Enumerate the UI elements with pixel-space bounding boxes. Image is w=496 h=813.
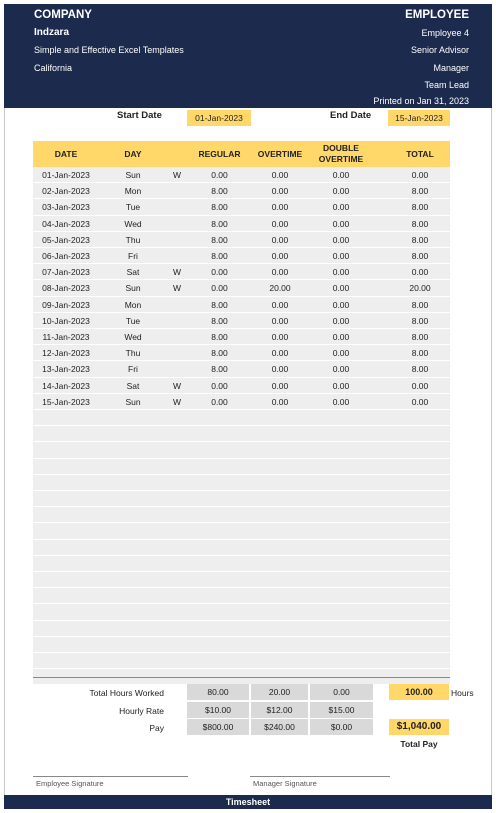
cell-overtime: 20.00: [269, 283, 291, 294]
cell-date: 06-Jan-2023: [42, 251, 90, 261]
employee-heading: EMPLOYEE: [405, 9, 469, 21]
table-row-empty: [33, 491, 450, 507]
cell-total: 8.00: [411, 299, 429, 310]
cell-overtime: 0.00: [271, 186, 289, 197]
table-row: [33, 216, 450, 232]
summary-divider: [33, 677, 450, 678]
col-day-header: DAY: [124, 148, 142, 159]
table-row-empty: [33, 442, 450, 458]
cell-date: 03-Jan-2023: [42, 202, 90, 213]
cell-date: 12-Jan-2023: [42, 348, 90, 359]
cell-total: 8.00: [411, 348, 429, 359]
footer-title: Timesheet: [4, 795, 492, 809]
table-row-empty: [33, 604, 450, 620]
table-row-empty: [33, 523, 450, 539]
cell-day: Tue: [125, 315, 141, 326]
cell-regular: 8.00: [211, 348, 228, 359]
company-tagline: Simple and Effective Excel Templates: [34, 45, 184, 55]
total-double-cell: 0.00: [310, 684, 373, 700]
rate-double-cell[interactable]: $15.00: [310, 702, 373, 718]
cell-double: 0.00: [332, 202, 350, 213]
cell-regular: 8.00: [211, 186, 228, 197]
cell-total: 0.00: [411, 380, 429, 391]
cell-total: 0.00: [411, 267, 429, 278]
table-row: [33, 329, 450, 345]
total-pay-label: Total Pay: [400, 739, 438, 749]
cell-overtime: 0.00: [271, 170, 289, 180]
table-row-empty: [33, 475, 450, 491]
total-regular-cell: 80.00: [187, 684, 249, 700]
manager-signature-line: [250, 776, 390, 777]
table-row-empty: [33, 588, 450, 604]
cell-flag: W: [172, 170, 182, 180]
cell-day: Sun: [125, 283, 141, 294]
cell-day: Mon: [124, 186, 142, 197]
table-row: [33, 280, 450, 296]
hours-unit-label: Hours: [451, 688, 474, 698]
cell-day: Wed: [124, 218, 142, 229]
cell-date: 13-Jan-2023: [42, 364, 90, 375]
table-row-empty: [33, 637, 450, 653]
cell-double: 0.00: [332, 267, 350, 278]
manager-signature-label: Manager Signature: [253, 779, 317, 788]
employee-signature-line: [33, 776, 188, 777]
pay-double-cell: $0.00: [310, 719, 373, 735]
table-row: [33, 378, 450, 394]
cell-regular: 0.00: [211, 267, 228, 278]
hourly-rate-label: Hourly Rate: [119, 706, 164, 716]
cell-day: Tue: [125, 202, 141, 213]
cell-regular: 8.00: [211, 299, 228, 310]
cell-total: 0.00: [411, 170, 429, 180]
cell-overtime: 0.00: [271, 348, 289, 359]
cell-regular: 8.00: [211, 364, 228, 375]
cell-date: 09-Jan-2023: [42, 299, 90, 310]
cell-double: 0.00: [332, 348, 350, 359]
cell-double: 0.00: [332, 186, 350, 197]
cell-regular: 8.00: [211, 234, 228, 245]
cell-day: Fri: [128, 251, 138, 261]
cell-double: 0.00: [332, 299, 350, 310]
cell-total: 20.00: [409, 283, 431, 294]
cell-overtime: 0.00: [271, 299, 289, 310]
table-header: [33, 141, 450, 167]
table-row: [33, 313, 450, 329]
col-overtime-header: OVERTIME: [257, 148, 303, 159]
cell-day: Sat: [126, 380, 140, 391]
total-hours-label: Total Hours Worked: [89, 688, 164, 698]
cell-flag: W: [172, 396, 182, 407]
cell-day: Sun: [125, 170, 141, 180]
company-location: California: [34, 63, 73, 73]
cell-double: 0.00: [332, 364, 350, 375]
pay-overtime-cell: $240.00: [251, 719, 308, 735]
cell-regular: 8.00: [211, 218, 228, 229]
cell-day: Fri: [128, 364, 138, 375]
cell-regular: 0.00: [211, 380, 228, 391]
col-regular-header: REGULAR: [198, 148, 241, 159]
double-overtime-line1: DOUBLE: [323, 143, 359, 153]
cell-date: 15-Jan-2023: [42, 396, 90, 407]
cell-date: 14-Jan-2023: [42, 380, 90, 391]
start-date-value[interactable]: 01-Jan-2023: [187, 110, 251, 126]
cell-regular: 0.00: [211, 170, 228, 180]
rate-overtime-cell[interactable]: $12.00: [251, 702, 308, 718]
cell-overtime: 0.00: [271, 234, 289, 245]
cell-flag: W: [172, 283, 182, 294]
cell-regular: 8.00: [211, 251, 228, 261]
total-hours-cell: 100.00: [389, 684, 449, 700]
table-row: [33, 394, 450, 410]
employee-name: Employee 4: [421, 28, 469, 38]
end-date-label: End Date: [330, 110, 372, 121]
table-row-empty: [33, 507, 450, 523]
cell-date: 02-Jan-2023: [42, 186, 90, 197]
table-row: [33, 183, 450, 199]
company-name: Indzara: [34, 27, 70, 38]
cell-regular: 8.00: [211, 202, 228, 213]
cell-total: 8.00: [411, 218, 429, 229]
cell-double: 0.00: [332, 380, 350, 391]
double-overtime-line2: OVERTIME: [318, 154, 364, 164]
total-pay-cell: $1,040.00: [389, 719, 449, 735]
table-row-empty: [33, 556, 450, 572]
cell-overtime: 0.00: [271, 218, 289, 229]
table-row: [33, 264, 450, 280]
cell-double: 0.00: [332, 251, 350, 261]
cell-total: 8.00: [411, 315, 429, 326]
cell-date: 05-Jan-2023: [42, 234, 90, 245]
cell-flag: W: [172, 380, 182, 391]
end-date-value[interactable]: 15-Jan-2023: [388, 110, 450, 126]
start-date-label: Start Date: [117, 110, 162, 121]
cell-date: 10-Jan-2023: [42, 315, 90, 326]
table-row: [33, 167, 450, 183]
col-double-overtime-header: [311, 141, 371, 167]
cell-day: Sun: [125, 396, 141, 407]
cell-double: 0.00: [332, 170, 350, 180]
table-row-empty: [33, 410, 450, 426]
employee-team-lead: Team Lead: [424, 80, 469, 90]
cell-double: 0.00: [332, 283, 350, 294]
cell-day: Sat: [126, 267, 140, 278]
cell-overtime: 0.00: [271, 380, 289, 391]
cell-double: 0.00: [332, 218, 350, 229]
cell-overtime: 0.00: [271, 396, 289, 407]
table-row: [33, 248, 450, 264]
cell-double: 0.00: [332, 332, 350, 342]
table-row-empty: [33, 459, 450, 475]
cell-total: 8.00: [411, 186, 429, 197]
cell-regular: 0.00: [211, 283, 228, 294]
cell-overtime: 0.00: [271, 364, 289, 375]
employee-manager: Manager: [433, 63, 469, 73]
cell-regular: 0.00: [211, 396, 228, 407]
cell-regular: 8.00: [211, 332, 228, 342]
table-row: [33, 297, 450, 313]
cell-day: Thu: [125, 234, 141, 245]
rate-regular-cell[interactable]: $10.00: [187, 702, 249, 718]
cell-day: Wed: [124, 332, 142, 342]
table-row-empty: [33, 572, 450, 588]
table-row: [33, 199, 450, 215]
cell-date: 04-Jan-2023: [42, 218, 90, 229]
cell-total: 0.00: [411, 396, 429, 407]
cell-total: 8.00: [411, 364, 429, 375]
table-row: [33, 232, 450, 248]
col-date-header: DATE: [54, 148, 78, 159]
printed-date: Printed on Jan 31, 2023: [373, 96, 469, 106]
cell-double: 0.00: [332, 396, 350, 407]
table-row-empty: [33, 426, 450, 442]
cell-double: 0.00: [332, 315, 350, 326]
pay-label: Pay: [149, 723, 164, 733]
cell-date: 07-Jan-2023: [42, 267, 90, 278]
table-row-empty: [33, 540, 450, 556]
table-row: [33, 345, 450, 361]
col-total-header: TOTAL: [406, 148, 434, 159]
employee-signature-label: Employee Signature: [36, 779, 104, 788]
cell-overtime: 0.00: [271, 202, 289, 213]
cell-date: 01-Jan-2023: [42, 170, 90, 180]
cell-date: 11-Jan-2023: [42, 332, 90, 342]
header-banner: [4, 4, 492, 108]
cell-flag: W: [172, 267, 182, 278]
cell-overtime: 0.00: [271, 251, 289, 261]
table-row: [33, 361, 450, 377]
cell-total: 8.00: [411, 234, 429, 245]
company-heading: COMPANY: [34, 9, 92, 21]
cell-double: 0.00: [332, 234, 350, 245]
cell-day: Mon: [124, 299, 142, 310]
cell-day: Thu: [125, 348, 141, 359]
cell-date: 08-Jan-2023: [42, 283, 90, 294]
cell-overtime: 0.00: [271, 332, 289, 342]
table-row-empty: [33, 653, 450, 669]
employee-title: Senior Advisor: [410, 45, 469, 55]
cell-total: 8.00: [411, 251, 429, 261]
table-row-empty: [33, 621, 450, 637]
cell-total: 8.00: [411, 332, 429, 342]
cell-regular: 8.00: [211, 315, 228, 326]
cell-overtime: 0.00: [271, 267, 289, 278]
pay-regular-cell: $800.00: [187, 719, 249, 735]
total-overtime-cell: 20.00: [251, 684, 308, 700]
cell-total: 8.00: [411, 202, 429, 213]
cell-overtime: 0.00: [271, 315, 289, 326]
